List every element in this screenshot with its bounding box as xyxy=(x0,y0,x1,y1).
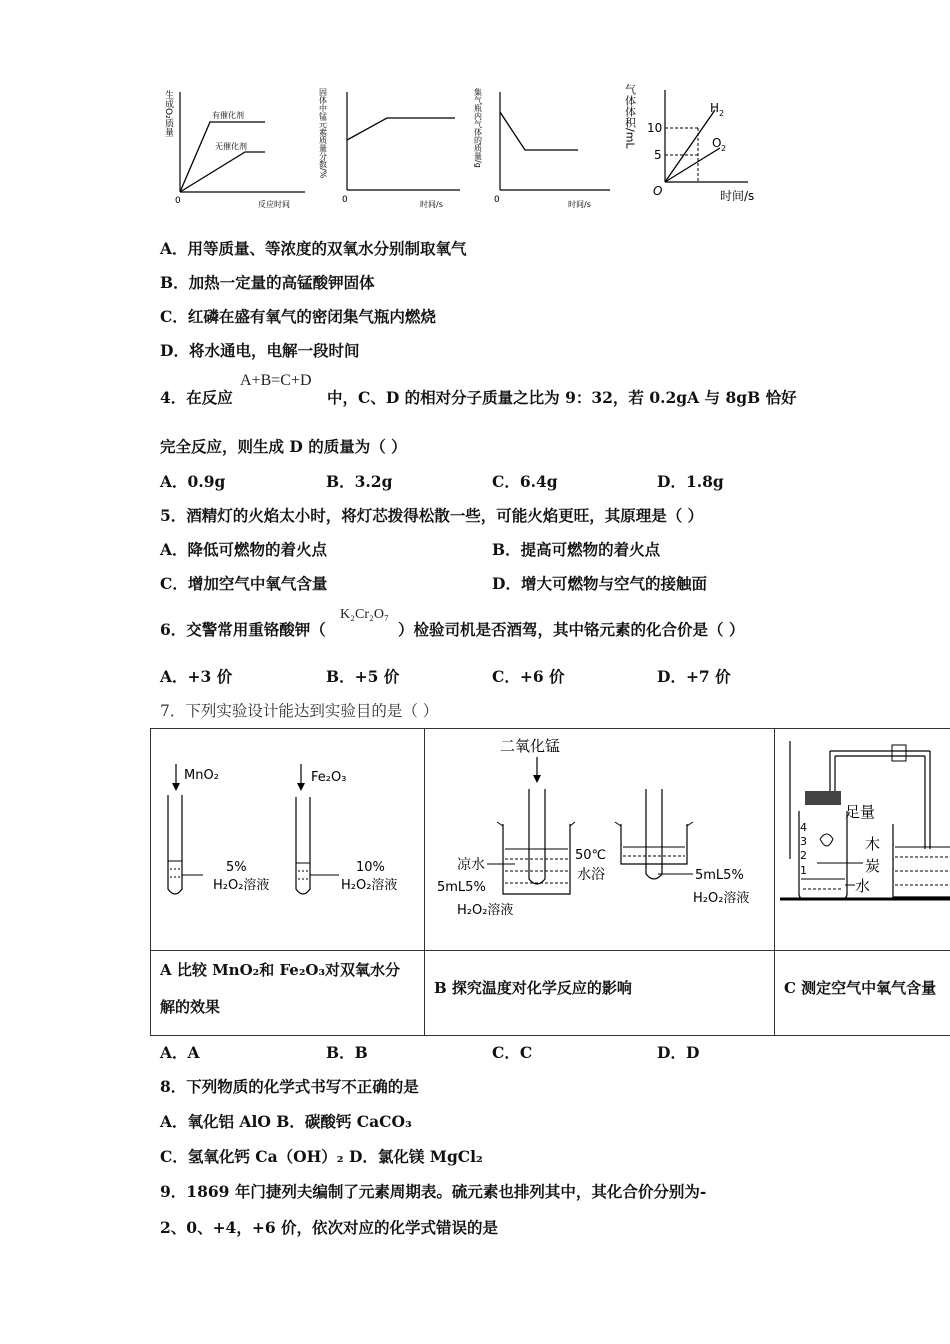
graph3-ylabel: 集气瓶内气体的质量/g xyxy=(473,88,483,168)
figure-b-title: 二氧化锰 xyxy=(500,737,561,755)
figure-b-bath: 水浴 xyxy=(577,867,605,883)
q7-caption-a-line2: 解的效果 xyxy=(160,998,221,1016)
figure-c-mark4: 4 xyxy=(800,821,807,834)
q7-caption-b: B 探究温度对化学反应的影响 xyxy=(434,979,632,997)
graph3-xlabel: 时间/s xyxy=(568,200,591,209)
figure-a-fe2o3: Fe₂O₃ xyxy=(311,770,347,785)
q4-option-a: A．0.9g xyxy=(160,472,226,491)
q4-formula: A+B=C+D xyxy=(240,372,312,389)
graph1-line-top: 有催化剂 xyxy=(212,111,244,120)
figure-c-mark1: 1 xyxy=(800,864,807,877)
q7-stem: 7．下列实验设计能达到实验目的是（ ） xyxy=(160,702,439,720)
graph4-ylabel: 气体体积/mL xyxy=(623,84,637,149)
graph-catalyst xyxy=(160,82,310,212)
figure-b-vol2: 5mL5% xyxy=(695,868,744,883)
q6-formula: K₂Cr₂O₇ xyxy=(340,607,389,622)
graph1-origin: 0 xyxy=(175,196,181,206)
graph2-ylabel: 固体中锰元素质量分数/% xyxy=(318,88,328,179)
graph1-ylabel: 生成O₂质量 xyxy=(163,90,173,137)
q5-option-a: A．降低可燃物的着火点 xyxy=(160,540,328,559)
graph4-h2: H xyxy=(710,101,720,115)
q4-stem-start: 4．在反应 xyxy=(160,388,233,407)
q6-option-b: B．+5 价 xyxy=(326,667,400,686)
q9-stem-line1: 9．1869 年门捷列夫编制了元素周期表。硫元素也排列其中，其化合价分别为- xyxy=(160,1182,707,1201)
figure-c-mark2: 2 xyxy=(800,849,807,862)
graph4-tick10: 10 xyxy=(647,121,663,135)
q9-stem-line2: 2、0、+4，+6 价，依次对应的化学式错误的是 xyxy=(160,1218,499,1237)
graph4-origin: O xyxy=(653,184,663,198)
graph4-h2-sub: 2 xyxy=(719,109,725,118)
q4-option-b: B．3.2g xyxy=(326,472,393,491)
figure-c-charcoal1: 木 xyxy=(865,835,881,853)
figure-c-drawing xyxy=(775,729,950,949)
graph-phosphorus xyxy=(470,82,620,212)
graph1-line-bottom: 无催化剂 xyxy=(215,142,247,151)
q8-stem: 8．下列物质的化学式书写不正确的是 xyxy=(160,1077,419,1096)
figure-b-temp: 50℃ xyxy=(575,848,607,863)
figure-b-vol1: 5mL5% xyxy=(437,880,486,895)
figure-a-pct10: 10% xyxy=(356,860,385,875)
q7-caption-c: C 测定空气中氧气含量 xyxy=(784,979,937,997)
q3-option-d: D．将水通电，电解一段时间 xyxy=(160,341,360,360)
figure-c-excess: 足量 xyxy=(845,803,876,821)
q4-option-c: C．6.4g xyxy=(492,472,558,491)
q7-option-b: B．B xyxy=(326,1043,368,1062)
figure-a-drawing xyxy=(151,729,423,949)
q6-option-d: D．+7 价 xyxy=(657,667,731,686)
q4-stem-end: 中，C、D 的相对分子质量之比为 9：32，若 0.2gA 与 8gB 恰好 xyxy=(327,388,797,407)
figure-b-sol1: H₂O₂溶液 xyxy=(457,903,514,918)
q4-stem-line2: 完全反应，则生成 D 的质量为（ ） xyxy=(160,437,407,456)
q6-stem-end: ）检验司机是否酒驾，其中铬元素的化合价是（ ） xyxy=(398,620,745,639)
q5-option-d: D．增大可燃物与空气的接触面 xyxy=(492,574,707,593)
figure-b-cold: 凉水 xyxy=(457,857,485,873)
q8-options-line2: C．氢氧化钙 Ca（OH）₂ D．氯化镁 MgCl₂ xyxy=(160,1147,483,1166)
figure-a-mno2: MnO₂ xyxy=(184,768,219,783)
graph1-xlabel: 反应时间 xyxy=(258,200,290,209)
figure-a-sol2: H₂O₂溶液 xyxy=(341,878,398,893)
graph4-o2: O xyxy=(712,136,722,150)
q3-option-b: B．加热一定量的高锰酸钾固体 xyxy=(160,273,375,292)
figure-a-sol1: H₂O₂溶液 xyxy=(213,878,270,893)
figure-b-drawing xyxy=(425,729,773,949)
graph4-tick5: 5 xyxy=(654,148,662,162)
q3-option-a: A．用等质量、等浓度的双氧水分别制取氧气 xyxy=(160,239,467,258)
figure-c-charcoal2: 炭 xyxy=(865,857,881,875)
q6-stem-start: 6．交警常用重铬酸钾（ xyxy=(160,620,326,639)
graph2-origin: 0 xyxy=(342,195,348,205)
q7-option-d: D．D xyxy=(657,1043,700,1062)
q5-stem: 5．酒精灯的火焰太小时，将灯芯拨得松散一些，可能火焰更旺，其原理是（ ） xyxy=(160,506,704,525)
graph3-origin: 0 xyxy=(494,195,500,205)
figure-c-mark3: 3 xyxy=(800,835,807,848)
q6-option-c: C．+6 价 xyxy=(492,667,565,686)
q4-option-d: D．1.8g xyxy=(657,472,724,491)
q5-option-c: C．增加空气中氧气含量 xyxy=(160,574,328,593)
figure-a-pct5: 5% xyxy=(226,860,247,875)
graph2-xlabel: 时间/s xyxy=(420,200,443,209)
graph4-o2-sub: 2 xyxy=(721,144,727,153)
q5-option-b: B．提高可燃物的着火点 xyxy=(492,540,661,559)
q6-option-a: A．+3 价 xyxy=(160,667,233,686)
graph-electrolysis xyxy=(620,80,770,210)
q7-option-c: C．C xyxy=(492,1043,533,1062)
q3-option-c: C．红磷在盛有氧气的密闭集气瓶内燃烧 xyxy=(160,307,436,326)
q8-options-line1: A．氧化铝 AlO B．碳酸钙 CaCO₃ xyxy=(160,1112,412,1131)
figure-b-sol2: H₂O₂溶液 xyxy=(693,891,750,906)
graph4-xlabel: 时间/s xyxy=(720,189,755,203)
graph-permanganate xyxy=(315,82,465,212)
figure-c-water: 水 xyxy=(855,877,871,895)
q7-option-a: A．A xyxy=(160,1043,200,1062)
q7-caption-a-line1: A 比较 MnO₂和 Fe₂O₃对双氧水分 xyxy=(160,961,401,979)
